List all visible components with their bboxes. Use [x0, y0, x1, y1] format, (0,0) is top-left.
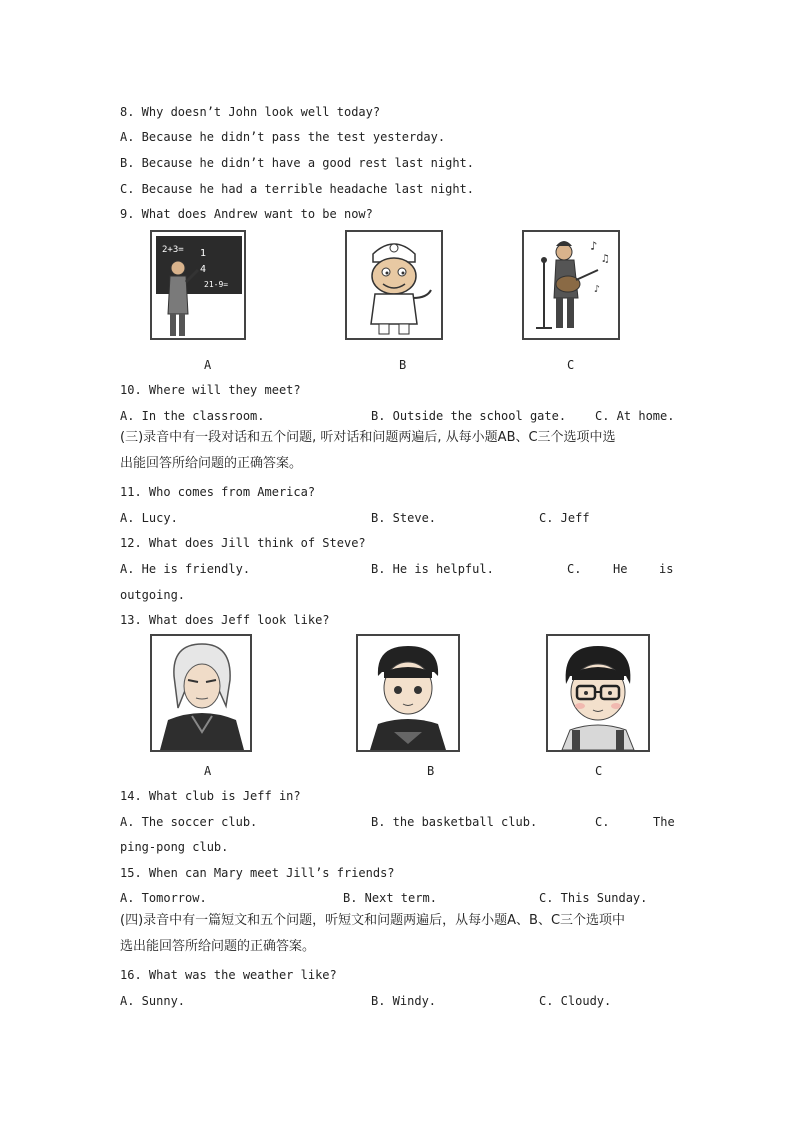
q11-question: 11. Who comes from America?	[120, 485, 316, 499]
q14-option-c-letter: C.	[595, 815, 610, 829]
q14-option-c-word1: The	[653, 815, 675, 829]
q16-option-a: A. Sunny.	[120, 994, 186, 1008]
q8-question: 8. Why doesn’t John look well today?	[120, 105, 381, 119]
q16-option-c: C. Cloudy.	[539, 994, 612, 1008]
q12-option-b: B. He is helpful.	[371, 562, 494, 576]
glasses-boy-picture	[546, 634, 650, 752]
q13-question: 13. What does Jeff look like?	[120, 613, 330, 627]
q9-label-b: B	[399, 358, 407, 372]
q8-option-c: C. Because he had a terrible headache last night.	[120, 182, 475, 196]
q14-option-c-word2: ping-pong club.	[120, 840, 229, 854]
q13-label-b: B	[427, 764, 435, 778]
svg-text:♪: ♪	[594, 284, 601, 295]
q10-option-b: B. Outside the school gate.	[371, 409, 567, 423]
q15-option-a: A. Tomorrow.	[120, 891, 207, 905]
section3-instructions-line2: 出能回答所给问题的正确答案。	[120, 456, 303, 471]
q10-option-c: C. At home.	[595, 409, 675, 423]
q10-option-a: A. In the classroom.	[120, 409, 265, 423]
q13-label-c: C	[595, 764, 603, 778]
q12-option-c-word2: is	[659, 562, 674, 576]
q9-question: 9. What does Andrew want to be now?	[120, 207, 373, 221]
singer-picture	[522, 230, 620, 340]
q11-option-a: A. Lucy.	[120, 511, 178, 525]
q16-option-b: B. Windy.	[371, 994, 437, 1008]
q8-option-a: A. Because he didn’t pass the test yesterday.	[120, 130, 446, 144]
q15-option-b: B. Next term.	[343, 891, 437, 905]
q12-option-c-word3: outgoing.	[120, 588, 186, 602]
q9-label-c: C	[567, 358, 575, 372]
teacher-picture	[150, 230, 246, 340]
svg-text:♫: ♫	[602, 252, 609, 265]
board-fraction-2: 4	[200, 264, 207, 275]
long-hair-boy-picture	[150, 634, 252, 752]
q12-option-c-letter: C.	[567, 562, 582, 576]
q16-question: 16. What was the weather like?	[120, 968, 337, 982]
q9-label-a: A	[204, 358, 212, 372]
board-text-2: 21-9=	[204, 280, 229, 289]
q8-option-b: B. Because he didn’t have a good rest last night.	[120, 156, 475, 170]
q11-option-c: C. Jeff	[539, 511, 590, 525]
q12-option-c-word1: He	[613, 562, 628, 576]
section3-instructions-line1: (三)录音中有一段对话和五个问题, 听对话和问题两遍后, 从每小题AB、C三个选项中选	[120, 430, 616, 445]
board-fraction-1: 1	[200, 248, 207, 259]
q14-question: 14. What club is Jeff in?	[120, 789, 301, 803]
q14-option-a: A. The soccer club.	[120, 815, 258, 829]
svg-text:♪: ♪	[590, 239, 598, 253]
section4-instructions-line2: 选出能回答所给问题的正确答案。	[120, 939, 316, 954]
q13-label-a: A	[204, 764, 212, 778]
board-text-1: 2+3=	[162, 245, 184, 255]
q12-option-a: A. He is friendly.	[120, 562, 251, 576]
q15-option-c: C. This Sunday.	[539, 891, 648, 905]
q15-question: 15. When can Mary meet Jill’s friends?	[120, 866, 395, 880]
section4-instructions-line1: (四)录音中有一篇短文和五个问题，听短文和问题两遍后，从每小题A、B、C三个选项中	[120, 913, 626, 928]
black-hair-boy-picture	[356, 634, 460, 752]
q10-question: 10. Where will they meet?	[120, 383, 301, 397]
q14-option-b: B. the basketball club.	[371, 815, 538, 829]
q11-option-b: B. Steve.	[371, 511, 437, 525]
q12-question: 12. What does Jill think of Steve?	[120, 536, 366, 550]
doctor-picture	[345, 230, 443, 340]
